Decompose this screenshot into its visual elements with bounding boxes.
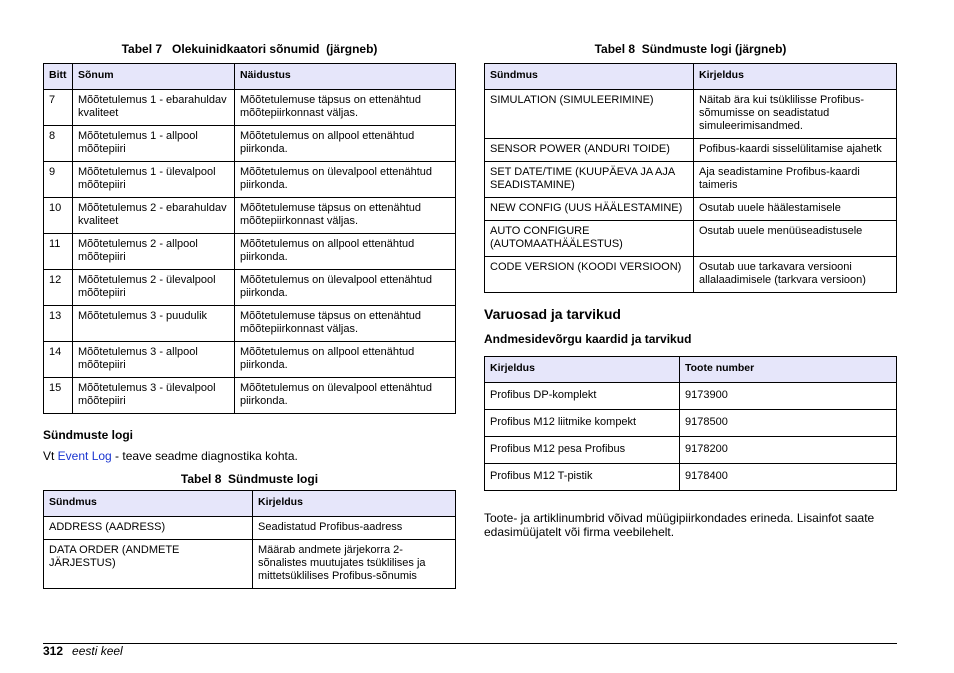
parts-subheading: Andmesidevõrgu kaardid ja tarvikud — [484, 332, 692, 346]
column-header-product-number: Toote number — [680, 357, 897, 383]
bit-cell: 14 — [44, 342, 73, 378]
description-cell: Osutab uue tarkavara versiooni allalaadimisele (tarkvara versioon) — [694, 257, 897, 293]
bit-cell: 13 — [44, 306, 73, 342]
footer-divider — [43, 643, 897, 644]
description-cell: Pofibus-kaardi sisselülitamise ajahetk — [694, 139, 897, 162]
table7-status-messages — [43, 63, 456, 414]
event-cell: NEW CONFIG (UUS HÄÄLESTAMINE) — [485, 198, 694, 221]
indication-cell: Mõõtetulemus on ülevalpool ettenähtud piirkonda. — [235, 162, 456, 198]
table-header-row — [485, 357, 897, 383]
table-row — [44, 306, 456, 342]
indication-cell: Mõõtetulemus on allpool ettenähtud piirkonda. — [235, 126, 456, 162]
description-cell: Näitab ära kui tsüklilisse Profibus-sõmumisse on seadistatud simuleerimisandmed. — [694, 90, 897, 139]
column-header-indication: Näidustus — [235, 64, 456, 90]
bit-cell: 10 — [44, 198, 73, 234]
event-cell: DATA ORDER (ANDMETE JÄRJESTUS) — [44, 540, 253, 589]
table-row — [44, 378, 456, 414]
column-header-message: Sõnum — [73, 64, 235, 90]
part-description-cell: Profibus DP-komplekt — [485, 383, 680, 410]
footer-language: eesti keel — [72, 644, 123, 658]
table8-event-log — [43, 490, 456, 589]
message-cell: Mõõtetulemus 2 - allpool mõõtepiiri — [73, 234, 235, 270]
table-row — [485, 221, 897, 257]
indication-cell: Mõõtetulemus on allpool ettenähtud piirkonda. — [235, 342, 456, 378]
parts-section-heading: Varuosad ja tarvikud — [484, 306, 621, 322]
table8-event-log-continued — [484, 63, 897, 293]
description-cell: Seadistatud Profibus-aadress — [253, 517, 456, 540]
part-number-cell: 9178400 — [680, 464, 897, 491]
bit-cell: 12 — [44, 270, 73, 306]
part-number-cell: 9178200 — [680, 437, 897, 464]
event-cell: CODE VERSION (KOODI VERSIOON) — [485, 257, 694, 293]
bit-cell: 15 — [44, 378, 73, 414]
event-log-heading: Sündmuste logi — [43, 428, 133, 442]
column-header-bit: Bitt — [44, 64, 73, 90]
table-row — [485, 90, 897, 139]
table-header-row — [44, 491, 456, 517]
table-row — [485, 198, 897, 221]
column-header-event: Sündmus — [44, 491, 253, 517]
table-row — [44, 270, 456, 306]
column-header-description: Kirjeldus — [485, 357, 680, 383]
indication-cell: Mõõtetulemuse täpsus on ettenähtud mõõtepiirkonnast väljas. — [235, 198, 456, 234]
table8-caption: Tabel 8 Sündmuste logi — [180, 472, 319, 486]
indication-cell: Mõõtetulemuse täpsus on ettenähtud mõõtepiirkonnast väljas. — [235, 306, 456, 342]
event-log-paragraph — [43, 449, 456, 463]
indication-cell: Mõõtetulemuse täpsus on ettenähtud mõõtepiirkonnast väljas. — [235, 90, 456, 126]
message-cell: Mõõtetulemus 3 - puudulik — [73, 306, 235, 342]
description-cell: Osutab uuele häälestamisele — [694, 198, 897, 221]
table-row — [44, 234, 456, 270]
table-row — [44, 198, 456, 234]
message-cell: Mõõtetulemus 3 - allpool mõõtepiiri — [73, 342, 235, 378]
table-row — [44, 162, 456, 198]
message-cell: Mõõtetulemus 1 - ülevalpool mõõtepiiri — [73, 162, 235, 198]
parts-note: Toote- ja artiklinumbrid võivad müügipiirkondades erineda. Lisainfot saate edasimüüjatelt või firma veebilehelt. — [484, 511, 875, 539]
indication-cell: Mõõtetulemus on allpool ettenähtud piirkonda. — [235, 234, 456, 270]
column-header-description: Kirjeldus — [694, 64, 897, 90]
bit-cell: 8 — [44, 126, 73, 162]
indication-cell: Mõõtetulemus on ülevalpool ettenähtud piirkonda. — [235, 378, 456, 414]
part-number-cell: 9173900 — [680, 383, 897, 410]
parts-table — [484, 356, 897, 491]
page-footer — [43, 644, 123, 658]
part-description-cell: Profibus M12 T-pistik — [485, 464, 680, 491]
table-row — [485, 410, 897, 437]
description-cell: Aja seadistamine Profibus-kaardi taimeris — [694, 162, 897, 198]
part-description-cell: Profibus M12 liitmike kompekt — [485, 410, 680, 437]
event-cell: ADDRESS (AADRESS) — [44, 517, 253, 540]
event-cell: SIMULATION (SIMULEERIMINE) — [485, 90, 694, 139]
table-header-row — [485, 64, 897, 90]
table-row — [44, 517, 456, 540]
table-row — [485, 162, 897, 198]
bit-cell: 11 — [44, 234, 73, 270]
message-cell: Mõõtetulemus 2 - ülevalpool mõõtepiiri — [73, 270, 235, 306]
table-header-row — [44, 64, 456, 90]
event-log-text-prefix: Vt — [43, 449, 58, 463]
event-cell: SENSOR POWER (ANDURI TOIDE) — [485, 139, 694, 162]
table-row — [485, 139, 897, 162]
bit-cell: 7 — [44, 90, 73, 126]
page-number: 312 — [43, 644, 64, 658]
indication-cell: Mõõtetulemus on ülevalpool ettenähtud piirkonda. — [235, 270, 456, 306]
table-row — [485, 383, 897, 410]
table-row — [44, 342, 456, 378]
bit-cell: 9 — [44, 162, 73, 198]
table-row — [44, 126, 456, 162]
event-cell: SET DATE/TIME (KUUPÄEVA JA AJA SEADISTAMINE) — [485, 162, 694, 198]
table-row — [44, 90, 456, 126]
table7-caption: Tabel 7 Olekuinidkaatori sõnumid (järgneb) — [121, 42, 378, 56]
message-cell: Mõõtetulemus 1 - allpool mõõtepiiri — [73, 126, 235, 162]
column-header-description: Kirjeldus — [253, 491, 456, 517]
description-cell: Määrab andmete järjekorra 2-sõnalistes muutujates tsüklilises ja mittetsüklilises Profibus-sõnumis — [253, 540, 456, 589]
part-description-cell: Profibus M12 pesa Profibus — [485, 437, 680, 464]
description-cell: Osutab uuele menüüseadistusele — [694, 221, 897, 257]
table-row — [485, 437, 897, 464]
event-cell: AUTO CONFIGURE (AUTOMAATHÄÄLESTUS) — [485, 221, 694, 257]
column-header-event: Sündmus — [485, 64, 694, 90]
table8-continued-caption: Tabel 8 Sündmuste logi (järgneb) — [594, 42, 787, 56]
table-row — [485, 464, 897, 491]
message-cell: Mõõtetulemus 3 - ülevalpool mõõtepiiri — [73, 378, 235, 414]
table-row — [44, 540, 456, 589]
table-row — [485, 257, 897, 293]
event-log-text-suffix: - teave seadme diagnostika kohta. — [111, 449, 298, 463]
part-number-cell: 9178500 — [680, 410, 897, 437]
event-log-link[interactable]: Event Log — [57, 449, 112, 463]
message-cell: Mõõtetulemus 2 - ebarahuldav kvaliteet — [73, 198, 235, 234]
message-cell: Mõõtetulemus 1 - ebarahuldav kvaliteet — [73, 90, 235, 126]
